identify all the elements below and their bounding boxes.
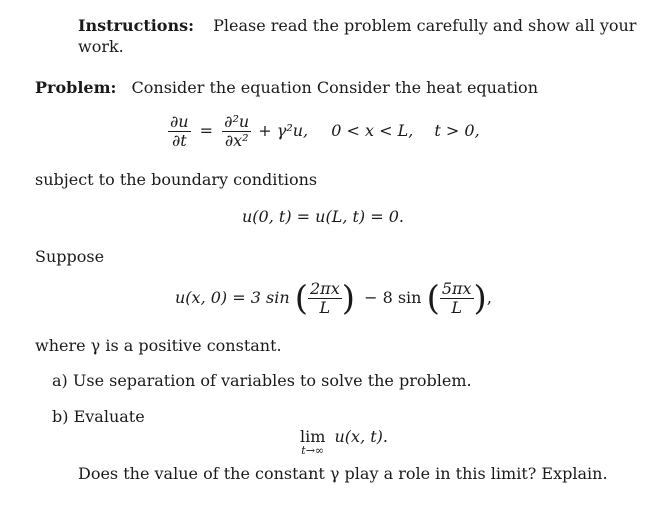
domain-t: t > 0,	[434, 121, 480, 140]
suppose-text: Suppose	[35, 247, 105, 266]
gamma-question: Does the value of the constant γ play a role in this limit? Explain.	[78, 464, 608, 483]
frac1-num: 2πx	[310, 279, 340, 298]
instructions-text: Please read the problem carefully and show all your	[213, 16, 637, 35]
frac2-num: 5πx	[441, 279, 472, 298]
initial-condition	[175, 280, 492, 317]
d2u-dx2-fraction	[222, 113, 251, 150]
d2u-dx2-den: ∂x²	[224, 131, 249, 150]
paren-open-1: (	[294, 278, 308, 319]
du-dt-den: ∂t	[171, 131, 187, 150]
instructions-line-1	[78, 16, 636, 35]
domain-x: 0 < x < L,	[331, 121, 414, 140]
ic-mid: − 8 sin	[364, 288, 422, 307]
d2u-dx2-num: ∂²u	[224, 112, 250, 131]
frac2-den: L	[451, 298, 462, 317]
instructions-label: Instructions:	[78, 16, 195, 35]
frac1-den: L	[319, 298, 331, 317]
lim-text: lim	[300, 427, 326, 446]
boundary-conditions: u(0, t) = u(L, t) = 0.	[242, 207, 405, 226]
pde-rest: + γ²u,	[258, 121, 309, 140]
problem-intro	[35, 78, 538, 97]
limit-operator	[300, 428, 325, 456]
frac-5pix-over-l	[440, 280, 474, 317]
limit-arg: u(x, t).	[334, 427, 388, 446]
problem-intro-text: Consider the equation Consider the heat equation	[131, 78, 538, 97]
paren-close-2: )	[473, 278, 487, 319]
problem-label: Problem:	[35, 78, 117, 97]
part-a: a) Use separation of variables to solve the problem.	[52, 371, 472, 390]
gamma-note: where γ is a positive constant.	[35, 336, 282, 355]
du-dt-fraction	[168, 113, 191, 150]
part-b: b) Evaluate	[52, 407, 145, 426]
bc-intro: subject to the boundary conditions	[35, 170, 318, 189]
ic-end: ,	[486, 288, 492, 307]
ic-lhs: u(x, 0) = 3 sin	[175, 288, 290, 307]
paren-open-2: (	[426, 278, 440, 319]
heat-equation	[168, 113, 480, 150]
frac-2pix-over-l	[308, 280, 342, 317]
lim-subscript: t→∞	[301, 444, 325, 457]
instructions-line-2: work.	[78, 37, 124, 56]
paren-close-1: )	[341, 278, 355, 319]
du-dt-num: ∂u	[170, 112, 189, 131]
limit-expression	[300, 428, 388, 456]
pde-equals: =	[199, 121, 214, 140]
